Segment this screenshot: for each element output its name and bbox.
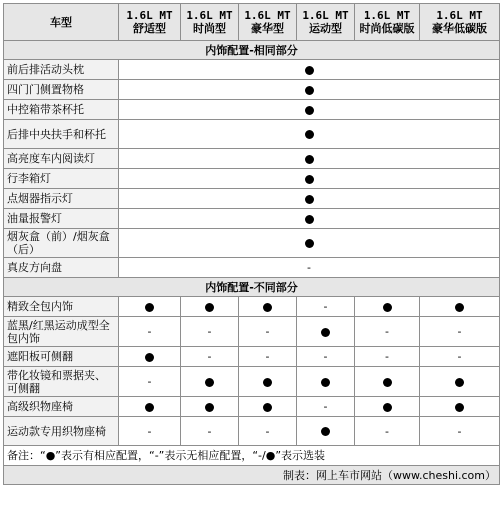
feature-value: - <box>420 317 500 347</box>
feature-name: 高亮度车内阅读灯 <box>4 149 119 169</box>
filled-dot-icon <box>145 353 154 362</box>
table-row <box>4 297 500 317</box>
model-engine: 1.6L MT <box>436 9 483 22</box>
feature-value <box>119 229 500 258</box>
table-row <box>4 258 500 278</box>
feature-value <box>119 397 181 417</box>
feature-value <box>181 297 239 317</box>
feature-value: - <box>119 258 500 278</box>
filled-dot-icon <box>205 303 214 312</box>
legend-note: 备注：“●”表示有相应配置，“-”表示无相应配置，“-/●”表示选装 <box>4 446 500 466</box>
table-row <box>4 60 500 80</box>
feature-value <box>239 297 297 317</box>
model-trim: 时尚低碳版 <box>359 22 415 35</box>
feature-value <box>297 367 355 397</box>
feature-value <box>119 347 181 367</box>
model-engine: 1.6L MT <box>363 9 411 22</box>
feature-value: - <box>181 317 239 347</box>
feature-value: - <box>355 347 420 367</box>
filled-dot-icon <box>305 215 314 224</box>
header-row <box>4 4 500 41</box>
feature-value: - <box>297 347 355 367</box>
feature-value: - <box>420 417 500 446</box>
feature-value: - <box>181 417 239 446</box>
legend-row <box>4 446 500 466</box>
feature-name: 烟灰盒（前）/烟灰盒（后） <box>4 229 119 258</box>
model-label-header: 车型 <box>4 4 119 41</box>
feature-value: - <box>119 417 181 446</box>
filled-dot-icon <box>205 403 214 412</box>
model-trim: 时尚型 <box>193 22 226 35</box>
feature-value <box>181 397 239 417</box>
filled-dot-icon <box>321 378 330 387</box>
feature-value <box>119 100 500 120</box>
filled-dot-icon <box>383 403 392 412</box>
filled-dot-icon <box>305 239 314 248</box>
model-trim: 豪华低碳版 <box>432 22 487 35</box>
filled-dot-icon <box>455 403 464 412</box>
feature-value <box>297 317 355 347</box>
feature-value <box>239 397 297 417</box>
section-title-diff: 内饰配置-不同部分 <box>4 278 500 297</box>
filled-dot-icon <box>305 106 314 115</box>
feature-value: - <box>181 347 239 367</box>
table-row <box>4 189 500 209</box>
filled-dot-icon <box>321 328 330 337</box>
filled-dot-icon <box>383 303 392 312</box>
feature-value <box>297 417 355 446</box>
filled-dot-icon <box>305 175 314 184</box>
filled-dot-icon <box>321 427 330 436</box>
feature-name: 行李箱灯 <box>4 169 119 189</box>
table-row <box>4 397 500 417</box>
feature-name: 精致全包内饰 <box>4 297 119 317</box>
table-row <box>4 367 500 397</box>
filled-dot-icon <box>305 130 314 139</box>
section-header-same <box>4 41 500 60</box>
interior-config-table <box>3 3 500 485</box>
table-row <box>4 149 500 169</box>
feature-value <box>119 189 500 209</box>
feature-value <box>119 297 181 317</box>
model-engine: 1.6L MT <box>186 9 233 22</box>
model-engine: 1.6L MT <box>302 9 349 22</box>
filled-dot-icon <box>455 378 464 387</box>
model-trim: 运动型 <box>309 22 342 35</box>
feature-value: - <box>239 317 297 347</box>
table-row <box>4 317 500 347</box>
table-row <box>4 80 500 100</box>
model-header-4 <box>355 4 420 41</box>
model-trim: 豪华型 <box>251 22 284 35</box>
filled-dot-icon <box>305 155 314 164</box>
filled-dot-icon <box>263 303 272 312</box>
feature-value: - <box>355 417 420 446</box>
feature-value <box>119 120 500 149</box>
filled-dot-icon <box>263 378 272 387</box>
feature-value <box>420 397 500 417</box>
feature-name: 蓝黑/红黑运动成型全包内饰 <box>4 317 119 347</box>
feature-value: - <box>239 417 297 446</box>
credit-row <box>4 466 500 485</box>
filled-dot-icon <box>145 303 154 312</box>
feature-value <box>119 209 500 229</box>
feature-value: - <box>239 347 297 367</box>
feature-value <box>119 169 500 189</box>
feature-value: - <box>420 347 500 367</box>
feature-value <box>420 367 500 397</box>
table-row <box>4 229 500 258</box>
feature-name: 四门门侧置物格 <box>4 80 119 100</box>
model-engine: 1.6L MT <box>126 9 173 22</box>
model-header-0 <box>119 4 181 41</box>
feature-value <box>420 297 500 317</box>
feature-name: 真皮方向盘 <box>4 258 119 278</box>
model-trim: 舒适型 <box>133 22 166 35</box>
feature-name: 后排中央扶手和杯托 <box>4 120 119 149</box>
feature-name: 运动款专用织物座椅 <box>4 417 119 446</box>
feature-value <box>119 80 500 100</box>
feature-value <box>355 367 420 397</box>
feature-value <box>119 60 500 80</box>
feature-value <box>119 149 500 169</box>
feature-value <box>355 297 420 317</box>
table-row <box>4 347 500 367</box>
filled-dot-icon <box>383 378 392 387</box>
feature-value: - <box>297 397 355 417</box>
section-header-diff <box>4 278 500 297</box>
table-row <box>4 169 500 189</box>
filled-dot-icon <box>205 378 214 387</box>
table-row <box>4 120 500 149</box>
filled-dot-icon <box>305 195 314 204</box>
feature-name: 高级织物座椅 <box>4 397 119 417</box>
feature-name: 遮阳板可侧翻 <box>4 347 119 367</box>
table-row <box>4 100 500 120</box>
feature-value: - <box>119 367 181 397</box>
feature-value <box>181 367 239 397</box>
table-row <box>4 209 500 229</box>
feature-name: 带化妆镜和票据夹、可侧翻 <box>4 367 119 397</box>
feature-name: 油量报警灯 <box>4 209 119 229</box>
source-credit: 制表：网上车市网站（www.cheshi.com） <box>4 466 500 485</box>
feature-name: 前后排活动头枕 <box>4 60 119 80</box>
feature-value: - <box>297 297 355 317</box>
feature-value: - <box>119 317 181 347</box>
filled-dot-icon <box>305 66 314 75</box>
model-header-2 <box>239 4 297 41</box>
model-engine: 1.6L MT <box>244 9 291 22</box>
model-header-1 <box>181 4 239 41</box>
filled-dot-icon <box>305 86 314 95</box>
section-title-same: 内饰配置-相同部分 <box>4 41 500 60</box>
feature-value <box>355 397 420 417</box>
model-header-5 <box>420 4 500 41</box>
feature-name: 点烟器指示灯 <box>4 189 119 209</box>
feature-name: 中控箱带茶杯托 <box>4 100 119 120</box>
model-header-3 <box>297 4 355 41</box>
feature-value <box>239 367 297 397</box>
filled-dot-icon <box>145 403 154 412</box>
spec-table-container <box>3 3 499 485</box>
feature-value: - <box>355 317 420 347</box>
filled-dot-icon <box>455 303 464 312</box>
filled-dot-icon <box>263 403 272 412</box>
table-row <box>4 417 500 446</box>
